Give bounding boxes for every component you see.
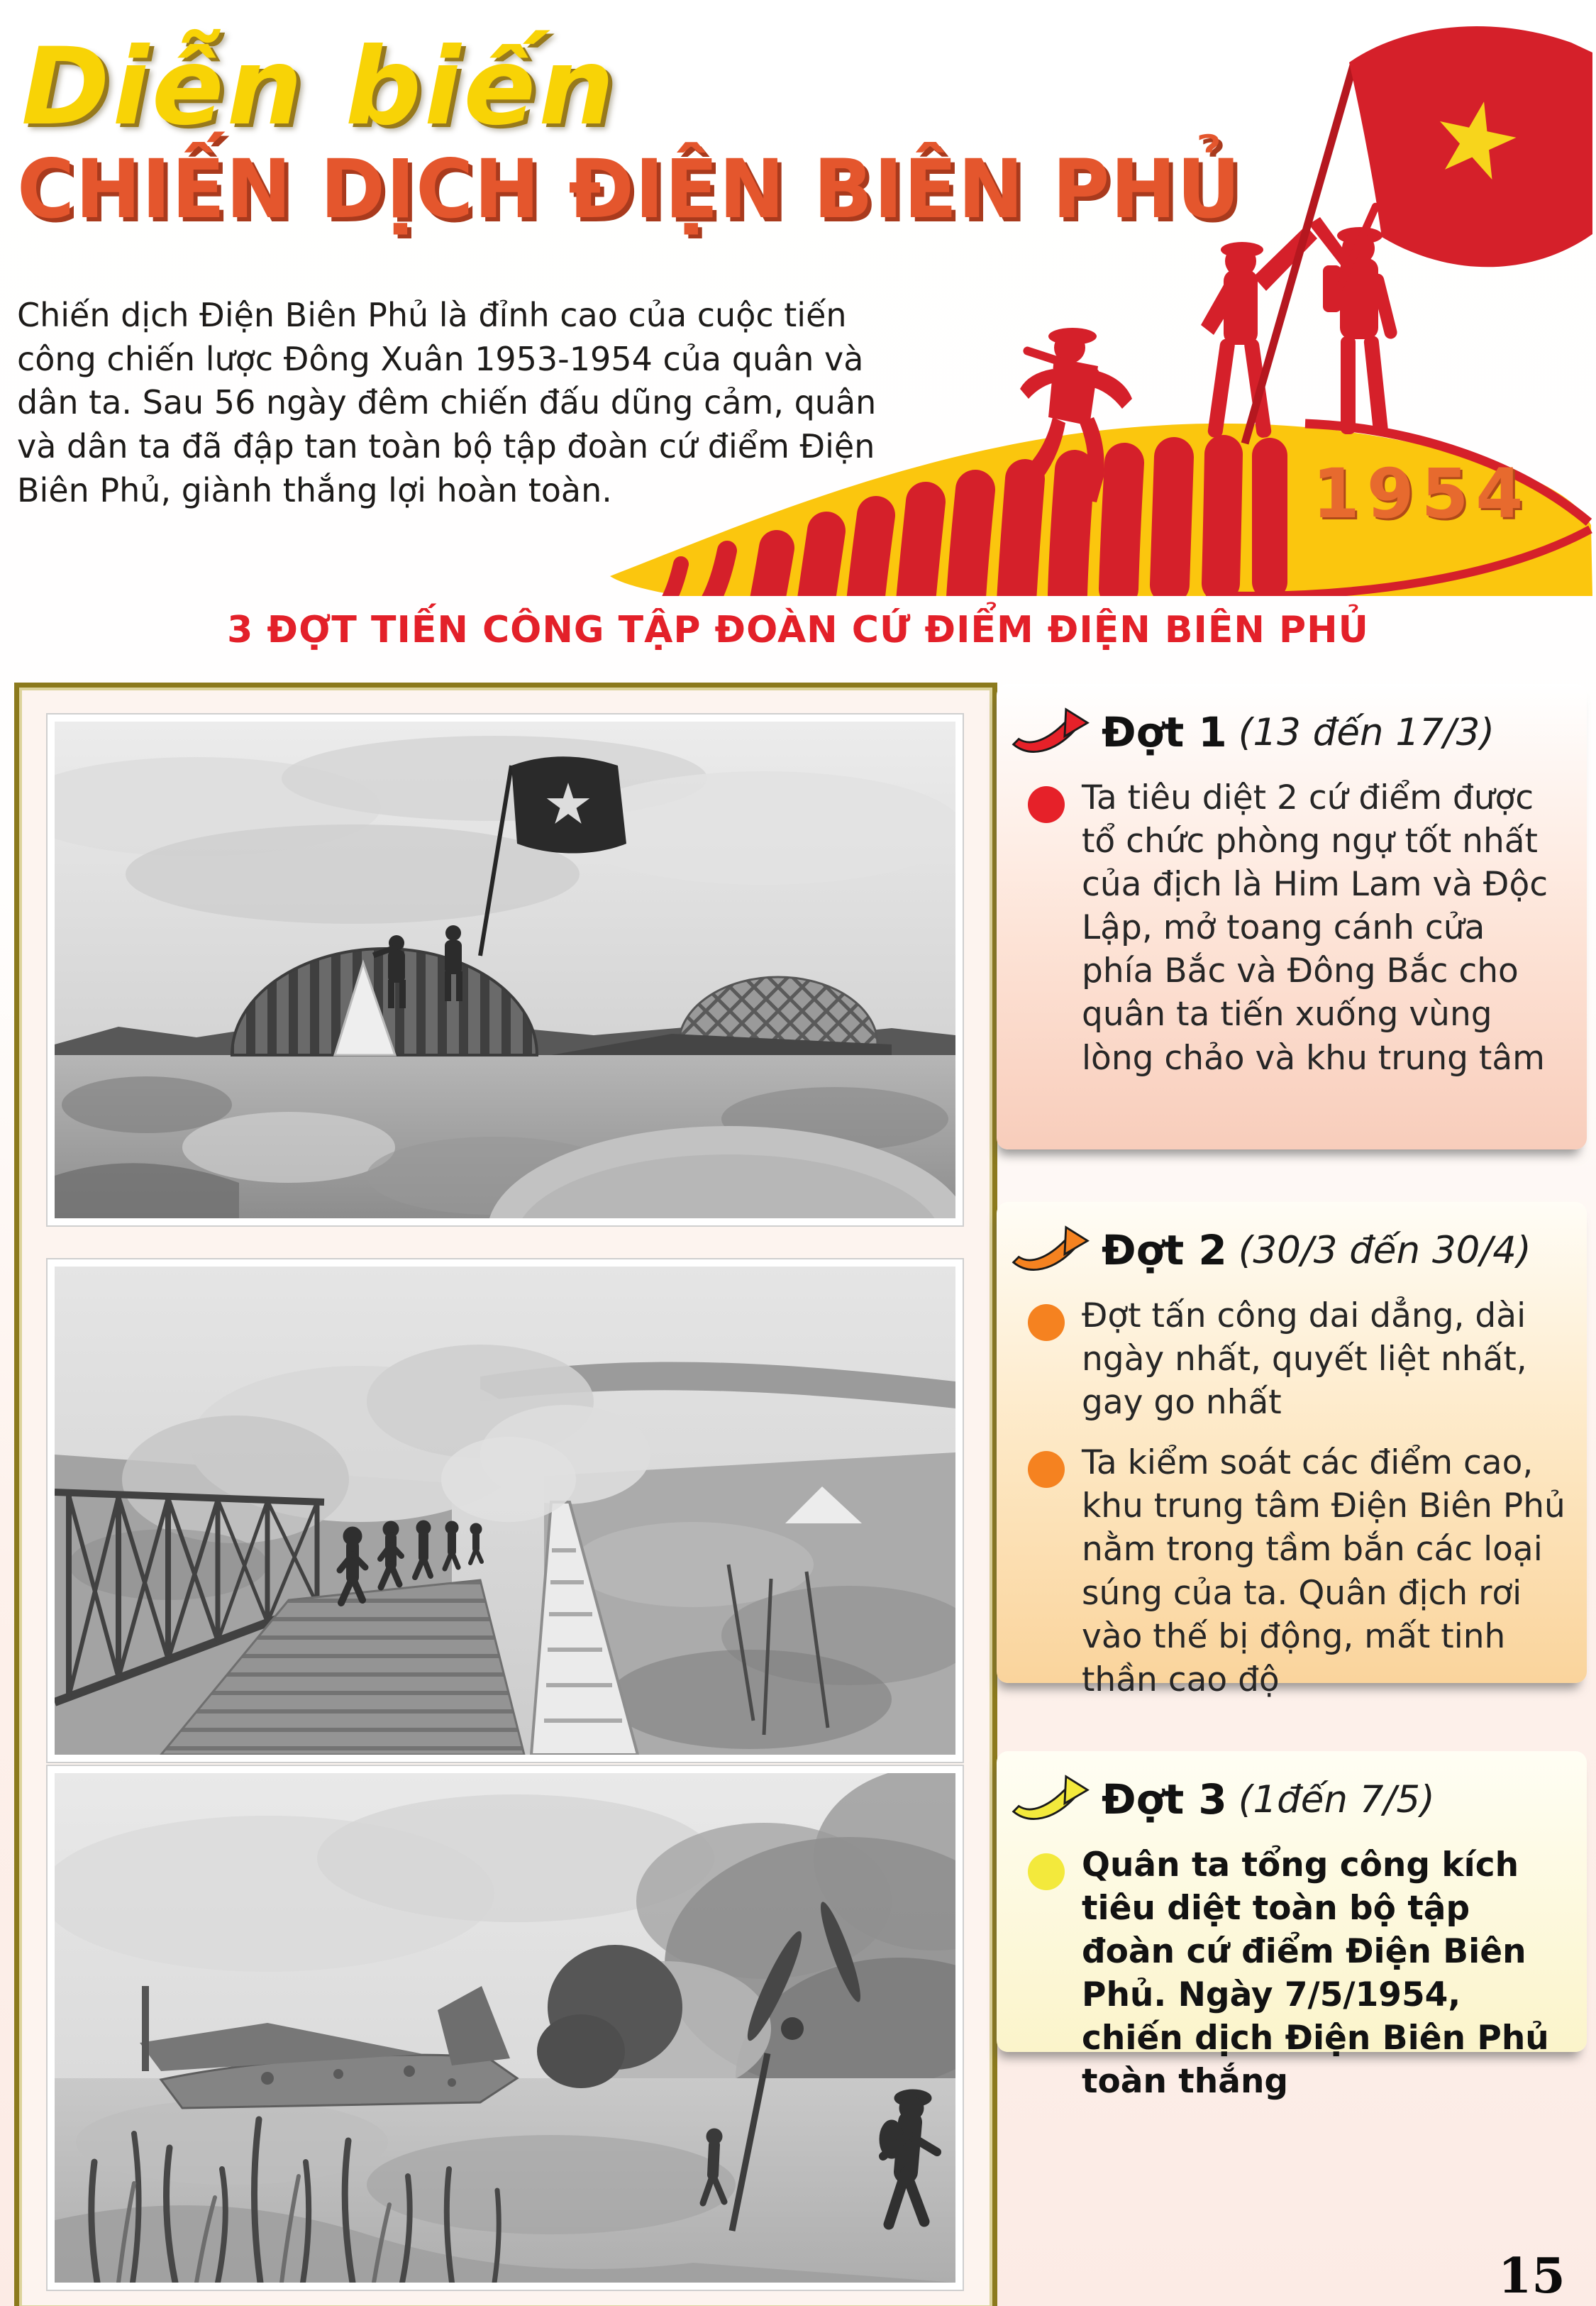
phase-panel-3: [997, 1751, 1587, 2102]
photo-frame: [14, 683, 997, 2306]
orange-dot-icon: [1028, 1304, 1065, 1341]
curved-arrow-up-right-icon: [1008, 705, 1092, 759]
phase-2-bullet-1: Đợt tấn công dai dẳng, dài ngày nhất, quyết liệt nhất, gay go nhất: [1008, 1294, 1567, 1424]
section-heading: 3 ĐỢT TIẾN CÔNG TẬP ĐOÀN CỨ ĐIỂM ĐIỆN BIÊN PHỦ: [227, 609, 1369, 651]
photo-assault-wrecked-aircraft: [48, 1766, 963, 2290]
page-title-line1: Diễn biến: [21, 26, 617, 149]
phase-3-date: (1đến 7/5): [1238, 1777, 1435, 1821]
phase-panel-2: [997, 1202, 1587, 1699]
photo-flag-on-bunker: [48, 715, 963, 1225]
phase-1-date: (13 đến 17/3): [1238, 710, 1495, 754]
phase-2-bullet-2: Ta kiểm soát các điểm cao, khu trung tâm Điện Biên Phủ nằm trong tầm bắn các loại súng của ta. Quân địch rơi vào thế bị động, mất tinh thần cao độ: [1008, 1441, 1567, 1701]
yellow-dot-icon: [1028, 1853, 1065, 1890]
phase-2-name: Đợt 2: [1102, 1226, 1227, 1274]
curved-arrow-up-right-icon: [1008, 1223, 1092, 1277]
page-title-line2: CHIẾN DỊCH ĐIỆN BIÊN PHỦ: [17, 142, 1241, 236]
phase-3-header: [1008, 1772, 1567, 1826]
photo-troops-crossing-bridge: [48, 1259, 963, 1762]
phase-panel-1: [997, 684, 1587, 1149]
curved-arrow-up-right-icon: [1008, 1772, 1092, 1826]
red-dot-icon: [1028, 786, 1065, 823]
phase-3-name: Đợt 3: [1102, 1775, 1227, 1824]
phase-1-header: [1008, 705, 1567, 759]
page-number: 15: [1498, 2248, 1565, 2305]
year-label: 1954: [1312, 454, 1531, 534]
intro-paragraph: Chiến dịch Điện Biên Phủ là đỉnh cao của cuộc tiến công chiến lược Đông Xuân 1953-1954 của quân và dân ta. Sau 56 ngày đêm chiến đấu dũng cảm, quân và dân ta đã đập tan toàn bộ tập đoàn cứ điểm Điện Biên Phủ, giành thắng lợi hoàn toàn.: [17, 296, 877, 509]
phase-2-date: (30/3 đến 30/4): [1238, 1228, 1531, 1272]
phase-3-bullet-1: Quân ta tổng công kích tiêu diệt toàn bộ tập đoàn cứ điểm Điện Biên Phủ. Ngày 7/5/1954, chiến dịch Điện Biên Phủ toàn thắng: [1008, 1843, 1567, 2104]
phase-1-name: Đợt 1: [1102, 708, 1227, 756]
phase-1-bullet-1: Ta tiêu diệt 2 cứ điểm được tổ chức phòng ngự tốt nhất của địch là Him Lam và Độc Lập, mở toang cánh cửa phía Bắc và Đông Bắc cho quân ta tiến xuống vùng lòng chảo và khu trung tâm: [1008, 776, 1567, 1080]
orange-dot-icon: [1028, 1451, 1065, 1488]
phase-2-header: [1008, 1223, 1567, 1277]
